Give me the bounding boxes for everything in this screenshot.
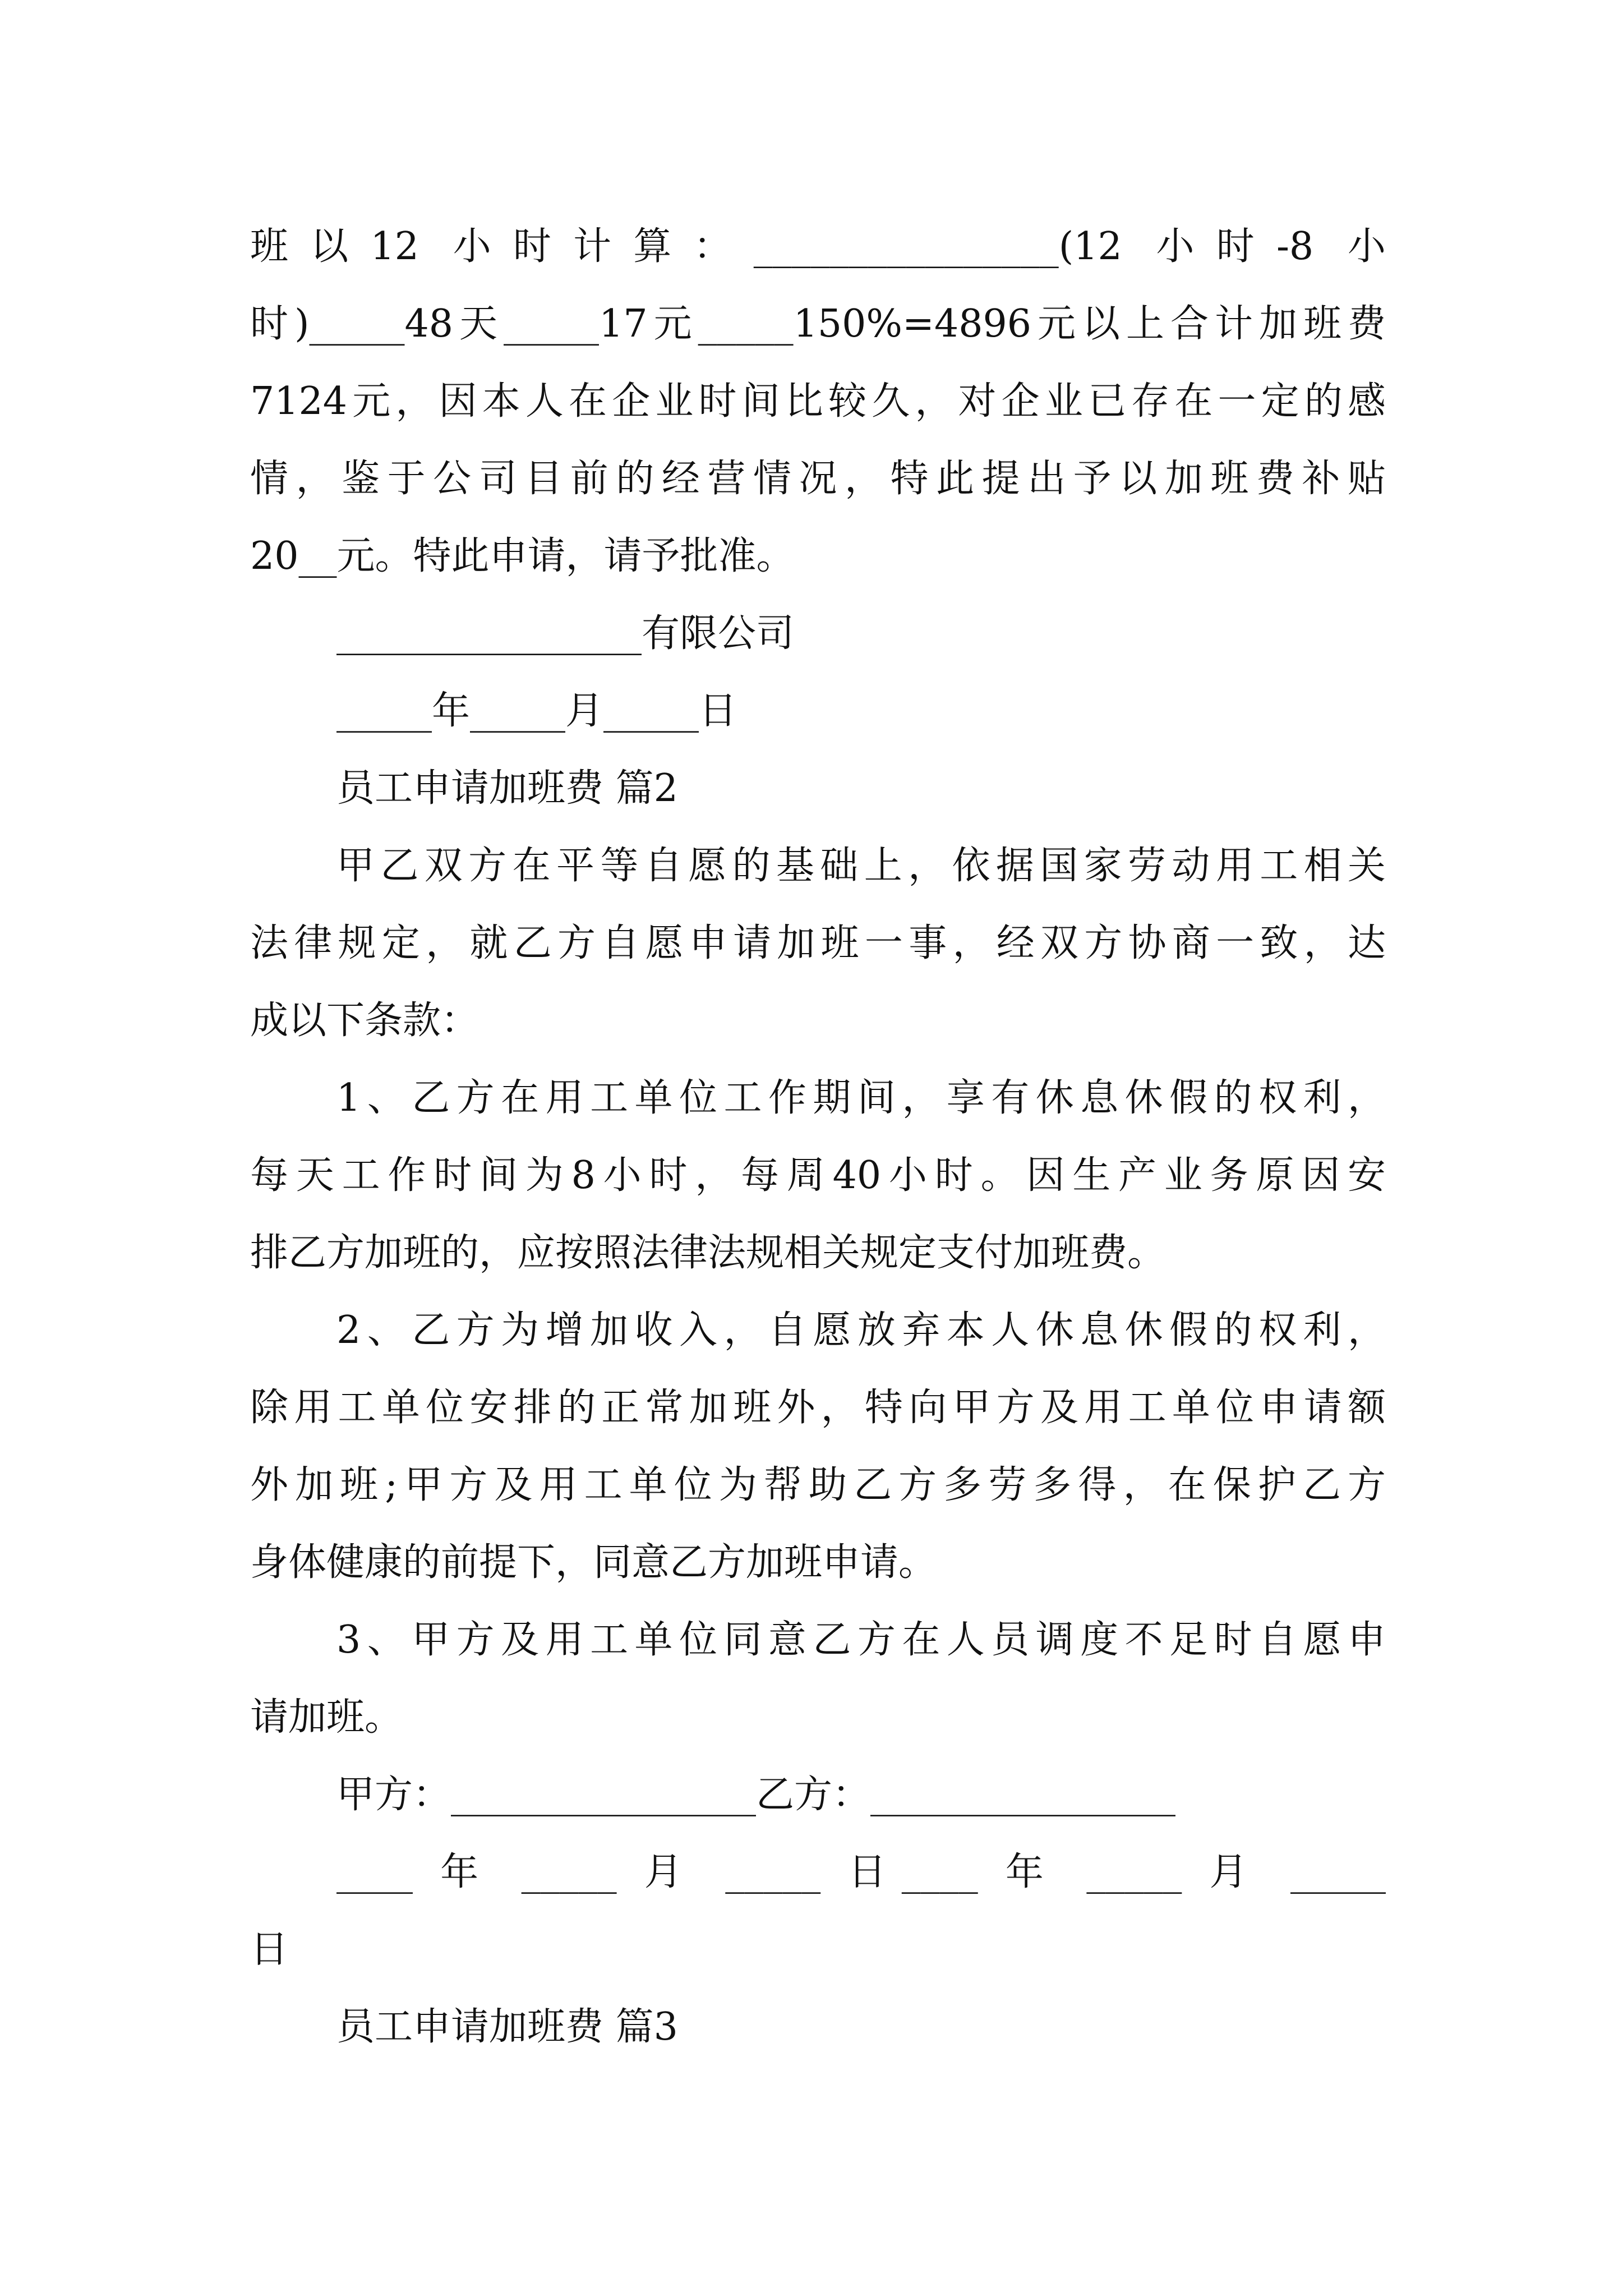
clause-3-line-2: 请加班。	[250, 1695, 403, 1740]
text-line-9: 甲乙双方在平等自愿的基础上，依据国家劳动用工相关	[336, 844, 1386, 888]
clause-1-line-2: 每天工作时间为8小时，每周40小时。因生产业务原因安	[250, 1153, 1386, 1198]
section-heading-2: 员工申请加班费 篇2	[336, 766, 678, 811]
clause-2-line-2: 除用工单位安排的正常加班外，特向甲方及用工单位申请额	[250, 1386, 1386, 1430]
clause-2-line-3: 外加班;甲方及用工单位为帮助乙方多劳多得，在保护乙方	[250, 1463, 1386, 1507]
clause-3-line-1: 3、甲方及用工单位同意乙方在人员调度不足时自愿申	[336, 1618, 1386, 1662]
text-line-10: 法律规定，就乙方自愿申请加班一事，经双方协商一致，达	[250, 921, 1386, 965]
clause-1-line-1: 1、乙方在用工单位工作期间，享有休息休假的权利，	[336, 1076, 1386, 1120]
text-line-3: 7124元，因本人在企业时间比较久，对企业已存在一定的感	[250, 379, 1386, 424]
company-name-line: ________________有限公司	[336, 611, 795, 656]
signature-date-line: ____ 年 _____ 月 _____ 日____ 年 _____ 月 _____	[336, 1850, 1386, 1894]
section-heading-3: 员工申请加班费 篇3	[336, 2005, 678, 2049]
text-line-1: 班以12 小时计算：________________(12 小时-8 小	[250, 224, 1386, 269]
clause-2-line-1: 2、乙方为增加收入，自愿放弃本人休息休假的权利，	[336, 1308, 1386, 1352]
clause-2-line-4: 身体健康的前提下，同意乙方加班申请。	[250, 1540, 937, 1585]
text-line-2: 时)_____48天_____17元_____150%=4896元以上合计加班费	[250, 302, 1386, 346]
text-line-11: 成以下条款：	[250, 999, 479, 1043]
clause-1-line-3: 排乙方加班的，应按照法律法规相关规定支付加班费。	[250, 1231, 1166, 1275]
signature-date-line-end: 日	[250, 1927, 289, 1972]
text-line-4: 情，鉴于公司目前的经营情况，特此提出予以加班费补贴	[250, 457, 1386, 501]
text-line-5: 20__元。特此申请，请予批准。	[250, 534, 795, 578]
signature-line: 甲方：________________乙方：________________	[336, 1773, 1176, 1817]
date-line: _____年_____月_____日	[336, 689, 737, 733]
